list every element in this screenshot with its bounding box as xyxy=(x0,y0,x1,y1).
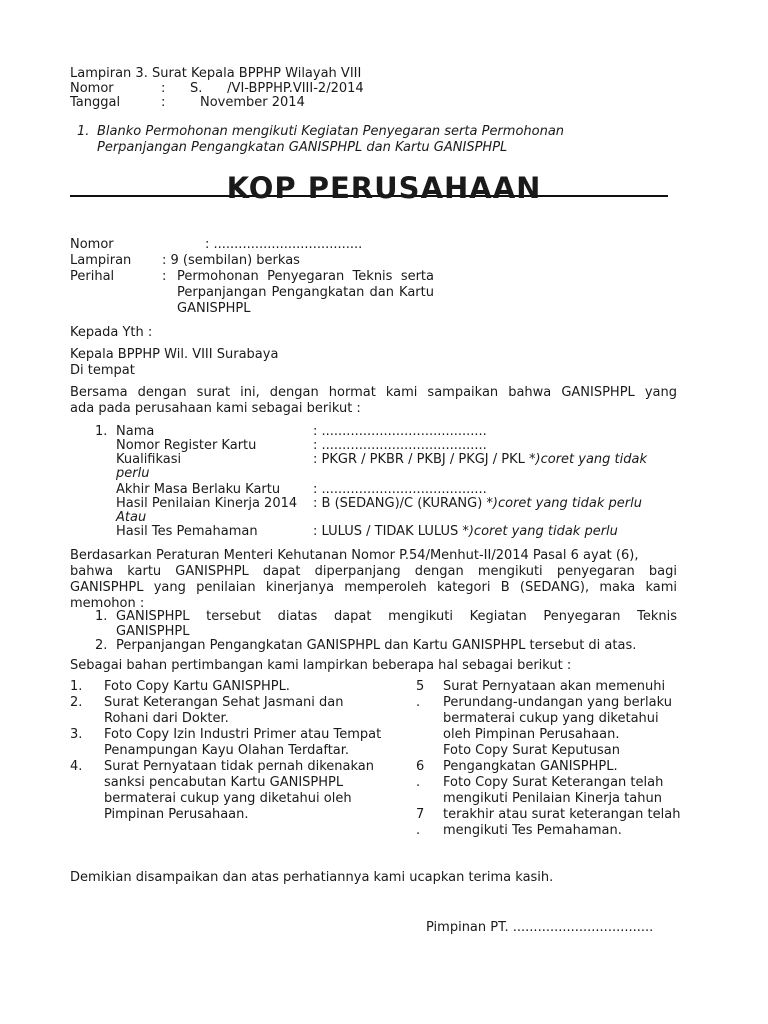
attach-2-number: 2. xyxy=(70,695,83,710)
intro-line-2: Perpanjangan Pengangkatan GANISPHPL dan Kartu GANISPHPL xyxy=(97,140,508,155)
attach-right-line-8: mengikuti Penilaian Kinerja tahun xyxy=(443,791,662,806)
meta-perihal-line-3: GANISPHPL xyxy=(177,301,251,316)
basis-line-1: Berdasarkan Peraturan Menteri Kehutanan Nomor P.54/Menhut-II/2014 Pasal 6 ayat (6), xyxy=(70,548,639,563)
employee-hasil-value xyxy=(313,496,642,512)
attachment-reference: Lampiran 3. Surat Kepala BPPHP Wilayah VIII xyxy=(70,66,362,81)
employee-noreg-label: Nomor Register Kartu xyxy=(116,438,257,453)
closing-text: Demikian disampaikan dan atas perhatiannya kami ucapkan terima kasih. xyxy=(70,870,554,885)
attach-4-text-3: bermaterai cukup yang diketahui oleh xyxy=(104,791,352,806)
meta-perihal-sep: : xyxy=(162,269,167,284)
intro-line-1: Blanko Permohonan mengikuti Kegiatan Penyegaran serta Permohonan xyxy=(97,124,565,139)
attach-6-number: 6 xyxy=(416,759,425,774)
kualifikasi-note: *)coret yang tidak xyxy=(529,452,647,467)
attach-4-text-4: Pimpinan Perusahaan. xyxy=(104,807,249,822)
employee-nama-value: : ........................................ xyxy=(313,424,487,439)
meta-lampiran-value: : 9 (sembilan) berkas xyxy=(162,253,300,268)
attach-6-dot: . xyxy=(416,775,421,790)
attach-2-text-1: Surat Keterangan Sehat Jasmani dan xyxy=(104,695,344,710)
attachments-intro: Sebagai bahan pertimbangan kami lampirkan beberapa hal sebagai berikut : xyxy=(70,658,572,673)
attach-right-line-9: terakhir atau surat keterangan telah xyxy=(443,807,681,822)
header-nomor-label: Nomor xyxy=(70,81,114,96)
meta-perihal-line-2: Perpanjangan Pengangkatan dan Kartu xyxy=(177,285,434,300)
attach-right-line-10: mengikuti Tes Pemahaman. xyxy=(443,823,622,838)
attach-4-text-1: Surat Pernyataan tidak pernah dikenakan xyxy=(104,759,374,774)
basis-line-2: bahwa kartu GANISPHPL dapat diperpanjang dengan mengikuti penyegaran bagi xyxy=(70,564,677,579)
hasil-options: : B (SEDANG)/C (KURANG) xyxy=(313,496,487,511)
kualifikasi-note-cont: perlu xyxy=(116,466,150,481)
header-tanggal-sep: : xyxy=(161,95,166,110)
kualifikasi-options: : PKGR / PKBR / PKBJ / PKGJ / PKL xyxy=(313,452,530,467)
attach-right-line-2: Perundang-undangan yang berlaku xyxy=(443,695,672,710)
request-1-line-2: GANISPHPL xyxy=(116,624,190,639)
header-tanggal-label: Tanggal xyxy=(70,95,121,110)
attach-4-text-2: sanksi pencabutan Kartu GANISPHPL xyxy=(104,775,344,790)
header-nomor-sep: : xyxy=(161,81,166,96)
basis-line-4: memohon : xyxy=(70,596,145,611)
attach-3-number: 3. xyxy=(70,727,83,742)
employee-nama-label: Nama xyxy=(116,424,155,439)
meta-lampiran-label: Lampiran xyxy=(70,253,132,268)
employee-kualifikasi-label: Kualifikasi xyxy=(116,452,182,467)
request-2-number: 2. xyxy=(95,638,108,653)
recipient-salutation: Kepada Yth : xyxy=(70,325,153,340)
basis-line-3: GANISPHPL yang penilaian kinerjanya memperoleh kategori B (SEDANG), maka kami xyxy=(70,580,677,595)
request-2-line-1: Perpanjangan Pengangkatan GANISPHPL dan Kartu GANISPHPL tersebut di atas. xyxy=(116,638,637,653)
attach-5-number: 5 xyxy=(416,679,425,694)
signature-line: Pimpinan PT. .................................. xyxy=(426,920,654,935)
hasil-note: *)coret yang tidak perlu xyxy=(486,496,642,511)
employee-number: 1. xyxy=(95,424,108,439)
recipient-place: Di tempat xyxy=(70,363,135,378)
attach-4-number: 4. xyxy=(70,759,83,774)
attach-right-line-6: Pengangkatan GANISPHPL. xyxy=(443,759,618,774)
attach-right-line-4: oleh Pimpinan Perusahaan. xyxy=(443,727,620,742)
employee-kualifikasi-value xyxy=(313,452,647,468)
recipient-name: Kepala BPPHP Wil. VIII Surabaya xyxy=(70,347,279,362)
attach-1-text: Foto Copy Kartu GANISPHPL. xyxy=(104,679,290,694)
header-nomor-value: S. /VI-BPPHP.VIII-2/2014 xyxy=(190,81,364,96)
tes-options: : LULUS / TIDAK LULUS xyxy=(313,524,463,539)
attach-1-number: 1. xyxy=(70,679,83,694)
attach-5-dot: . xyxy=(416,695,421,710)
attach-3-text-1: Foto Copy Izin Industri Primer atau Tempat xyxy=(104,727,382,742)
attach-2-text-2: Rohani dari Dokter. xyxy=(104,711,229,726)
meta-nomor-value: : .................................... xyxy=(205,237,363,252)
employee-hasil-label: Hasil Penilaian Kinerja 2014 xyxy=(116,496,298,511)
kop-title: KOP PERUSAHAAN xyxy=(226,171,542,205)
employee-atau: Atau xyxy=(116,510,147,525)
intro-number: 1. xyxy=(77,124,90,139)
request-1-line-1: GANISPHPL tersebut diatas dapat mengikuti Kegiatan Penyegaran Teknis xyxy=(116,609,677,624)
meta-nomor-label: Nomor xyxy=(70,237,114,252)
tes-note: *)coret yang tidak perlu xyxy=(462,524,618,539)
employee-akhir-label: Akhir Masa Berlaku Kartu xyxy=(116,482,281,497)
attach-right-line-1: Surat Pernyataan akan memenuhi xyxy=(443,679,666,694)
opening-line-1: Bersama dengan surat ini, dengan hormat kami sampaikan bahwa GANISPHPL yang xyxy=(70,385,677,400)
attach-3-text-2: Penampungan Kayu Olahan Terdaftar. xyxy=(104,743,350,758)
attach-right-line-5: Foto Copy Surat Keputusan xyxy=(443,743,620,758)
employee-noreg-value: : ........................................ xyxy=(313,438,487,453)
attach-7-dot: . xyxy=(416,823,421,838)
employee-tes-label: Hasil Tes Pemahaman xyxy=(116,524,258,539)
meta-perihal-label: Perihal xyxy=(70,269,115,284)
meta-perihal-line-1: Permohonan Penyegaran Teknis serta xyxy=(177,269,434,284)
header-tanggal-value: November 2014 xyxy=(200,95,305,110)
request-1-number: 1. xyxy=(95,609,108,624)
attach-right-line-7: Foto Copy Surat Keterangan telah xyxy=(443,775,664,790)
opening-line-2: ada pada perusahaan kami sebagai berikut : xyxy=(70,401,361,416)
attach-right-line-3: bermaterai cukup yang diketahui xyxy=(443,711,659,726)
attach-7-number: 7 xyxy=(416,807,425,822)
employee-akhir-value: : ........................................ xyxy=(313,482,487,497)
employee-tes-value xyxy=(313,524,618,540)
